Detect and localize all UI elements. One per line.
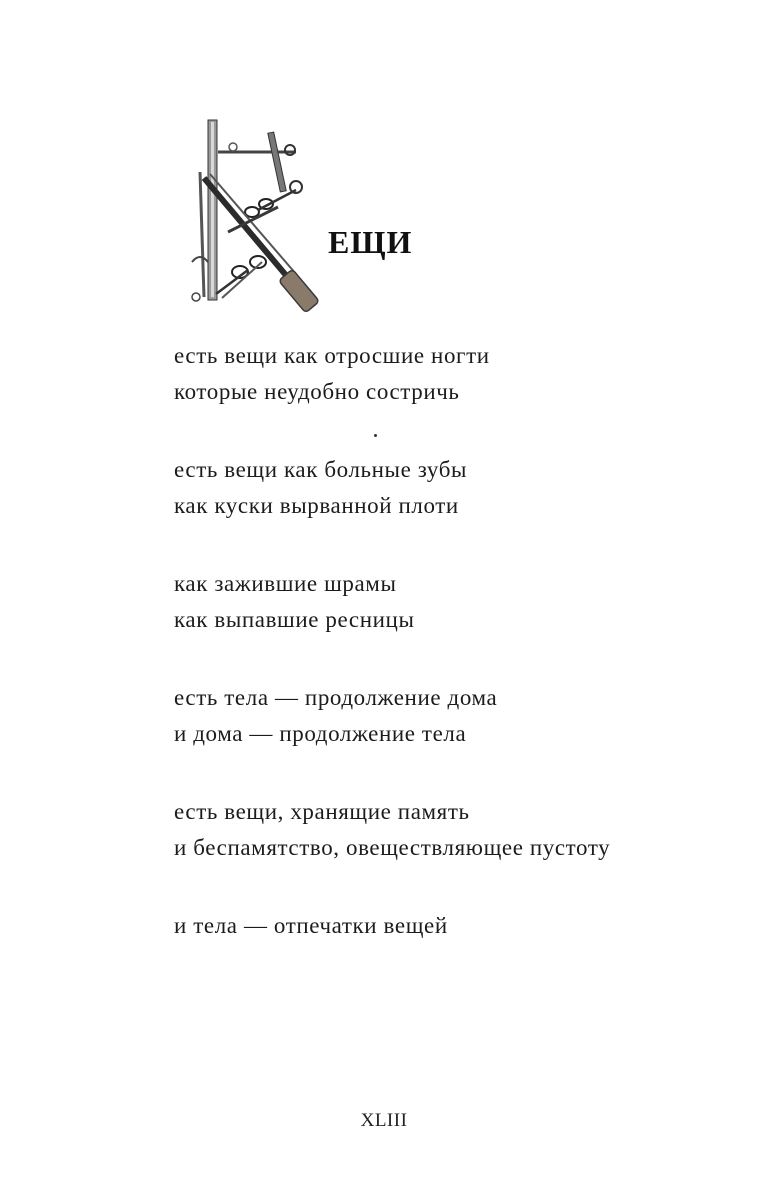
poem-line: есть вещи как больные зубы bbox=[174, 457, 468, 482]
stanza bbox=[174, 680, 694, 752]
title-text: ЕЩИ bbox=[328, 224, 413, 260]
poem-line: и тела — отпечатки вещей bbox=[174, 913, 448, 938]
stanza bbox=[174, 794, 694, 866]
poem-line: как куски вырванной плоти bbox=[174, 493, 459, 518]
stanza bbox=[174, 908, 694, 944]
stanza bbox=[174, 338, 694, 410]
tools-letter-v-icon bbox=[178, 112, 338, 317]
poem-line: и дома — продолжение тела bbox=[174, 721, 467, 746]
stanza bbox=[174, 452, 694, 524]
poem-line: которые неудобно состричь bbox=[174, 379, 460, 404]
page-number: XLIII bbox=[360, 1110, 408, 1131]
poem-body bbox=[174, 338, 694, 986]
poem-line: и беспамятство, овеществляющее пустоту bbox=[174, 835, 611, 860]
stanza bbox=[174, 566, 694, 638]
poem-line: как зажившие шрамы bbox=[174, 571, 397, 596]
poem-line: есть вещи, хранящие память bbox=[174, 799, 470, 824]
poem-line: есть вещи как отросшие ногти bbox=[174, 343, 490, 368]
poem-title bbox=[178, 112, 438, 317]
poem-line: есть тела — продолжение дома bbox=[174, 685, 498, 710]
poem-line: как выпавшие ресницы bbox=[174, 607, 415, 632]
